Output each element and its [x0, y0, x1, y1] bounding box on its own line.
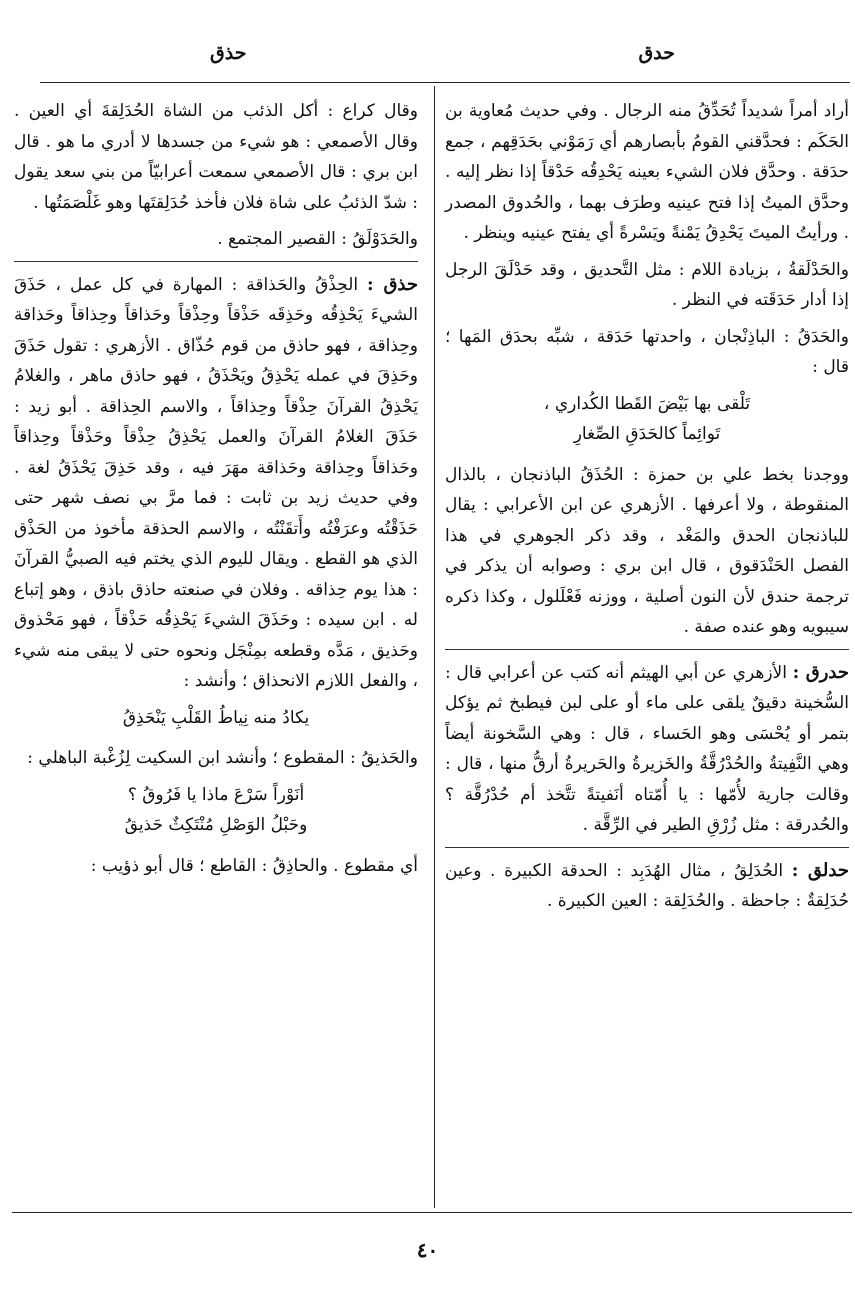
poem-verse: يكادُ منه نِياطُ القَلْبِ يَنْحَذِقُ	[122, 707, 310, 728]
page-number: ٤٠	[416, 1238, 439, 1262]
top-rule	[40, 82, 850, 83]
entry-hadhiq-paragraph: والحَذيقُ : المقطوع ؛ وأنشد ابن السكيت لِزُغْبة الباهلي :	[27, 748, 418, 768]
entry-hadlaq	[445, 856, 849, 917]
entry-hadawlaq-paragraph: والحَدَوْلَقُ : القصير المجتمع .	[217, 229, 418, 249]
poem-verse: تَوائِماً كالحَدَقِ الصِّغارِ	[573, 424, 721, 444]
poem-hemistich	[14, 703, 418, 734]
bottom-rule	[12, 1212, 852, 1213]
entry-separator	[14, 261, 418, 262]
headword: حدلق :	[791, 859, 849, 881]
right-column	[445, 96, 849, 923]
entry-hadhaq	[14, 270, 418, 697]
headword: حذق :	[367, 273, 418, 295]
entry-hadlaqa-paragraph: والحَدْلَقةُ ، بزيادة اللام : مثل التَّحديق ، وقد حَدْلَقَ الرجل إذا أدار حَدَقَته في النظر .	[445, 259, 849, 310]
poem-couplet-right	[445, 389, 849, 450]
entry-text: الحِذْقُ والحَذاقة : المهارة في كل عمل ، حَذَقَ الشيءَ يَحْذِقُه وحَذِقَه حَذْقاً وحِذْقاً وحَذاقاً وحِذاقاً وحَذاقة وحِذاقة ، فهو حاذق من قوم حُذّاق . الأزهري : تقول حَذَقَ وحَذِقَ في عمله يَحْذِقُ ويَحْذَقُ ، فهو حاذق ماهر ، والغلامُ يَحْذِقُ القرآنَ حِذْقاً وحِذاقاً ، والاسم الحِذاقة . أبو زيد : حَذَقَ الغلامُ القرآنَ والعمل يَحْذِقُ حِذْقاً وحَذْقاً وحِذاقاً وحَذاقاً وحِذاقة وحَذاقة مهَرَ فيه ، وقد حَذِقَ يَحْذَقُ لغة . وفي حديث زيد بن ثابت : فما مرَّ بي نصف شهر حتى حَذَقْتُه وعرَفْتُه وأَتقَنْتُه ، والاسم الحذقة مأخوذ من الحَذْق الذي هو القطع . ويقال لليوم الذي يختم فيه الصبيُّ القرآنَ : هذا يوم حِذاقه . وفلان في صنعته حاذق باذق ، وهو إتباع له . ابن سيده : وحَذَقَ الشيءَ يَحْذِقُه حَذْقاً ، فهو مَحْذوق وحَذيق ، مَدَّه وقطعه بمِنْجَل ونحوه حتى لا يبقى منه شيء ، والفعل اللازم الانحذاق ؛ وأنشد :	[14, 274, 418, 691]
entry-text: الحُدَلِقُ ، مثال الهُدَبِد : الحدقة الكبيرة . وعين حُدَلِقةٌ : جاحظة . والحُدَلِقة : العين الكبيرة .	[445, 860, 849, 911]
entry-hadhiq-meaning-paragraph: أي مقطوع . والحاذِقُ : القاطع ؛ قال أبو ذؤيب :	[90, 855, 418, 876]
entry-separator	[445, 649, 849, 650]
column-divider	[434, 86, 435, 1208]
running-header-left: حذق	[210, 42, 247, 64]
poem-verse: تَلْقى بها بَيْضَ القَطا الكُداري ،	[543, 393, 751, 414]
entry-badhinjan-paragraph: والحَدَقُ : الباذِنْجان ، واحدتها حَدَقة ، شبِّه بحدَق المَها ؛ قال :	[445, 326, 849, 377]
entry-hadruq	[445, 658, 849, 841]
entry-continuation-paragraph: وقال كراع : أكل الذئب من الشاة الحُدَلِقةَ أي العين . وقال الأصمعي : هو شيء من جسدها لا أدري ما هو . قال ابن بري : قال الأصمعي سمعت أعرابيّاً من بني سعد يقول : شدّ الذئبُ على شاة فلان فأخذ حُدَلِقتَها وهو غَلْصَمَتُها .	[14, 101, 418, 213]
entry-hadhaq-note-paragraph: ووجدنا بخط علي بن حمزة : الحُذَقُ الباذنجان ، بالذال المنقوطة ، ولا أعرفها . الأزهري عن ابن الأعرابي : يقال للباذنجان الحدق والمَغْد ، وقد ذكر الجوهري في هذا الفصل الحَنْدَقوق ، قال ابن بري : وصوابه أن يذكر في ترجمة حندق لأن النون أصلية ، ووزنه فَعْلَلول ، وكذا ذكره سيبويه وهو عنده صفة .	[445, 464, 849, 637]
running-header-right: حدق	[638, 42, 675, 64]
left-column	[14, 96, 418, 887]
poem-verse: أنَوْراً سَرْعَ ماذا يا فَرُوقُ ؟	[127, 784, 305, 805]
entry-hadaqa-paragraph: أراد أمراً شديداً تُحَدِّقُ منه الرجال . وفي حديث مُعاوية بن الحَكَم : فحدَّقني القومُ بأبصارهم أي رَمَوْني بحَدَقِهم ، جمع حدَقة . وحدَّق فلان الشيء بعينه يَحْدِقُه حَدْقاً إذا نظر إليه . وحدَّق الميتُ إذا فتح عينيه وطرَف بهما ، والحُدوق المصدر . ورأيتُ الميتَ يَحْدِقُ يَمْنةً ويَسْرةً أي يفتح عينيه وينظر .	[445, 101, 849, 243]
headword: حدرق :	[792, 661, 849, 683]
entry-text: الأزهري عن أبي الهيثم أنه كتب عن أعرابي قال : السُّخينة دقيقٌ يلقى على ماء أو على لبن فيطبخ ثم يؤكل بتمر أو يُحْسَى وهو الحَساء ، قال : وهي السَّخونة أيضاً وهي النَّفِيتةُ والحُدْرُقَّةُ والخَزيرةُ والحَريرةُ أرقُّ منها ، قال : وقالت جارية لأُمّها : يا أُمّتاه أنَفيتةً تتَّخذ أم حُدْرُقَّة ؟ والحُدرقة : مثل زُرْقِ الطير في الرِّقَّة .	[445, 662, 849, 835]
poem-couplet-left	[14, 780, 418, 841]
entry-separator	[445, 847, 849, 848]
poem-verse: وحَبْلُ الوَصْلِ مُنْتَكِثٌ حَذيقُ	[124, 815, 308, 835]
